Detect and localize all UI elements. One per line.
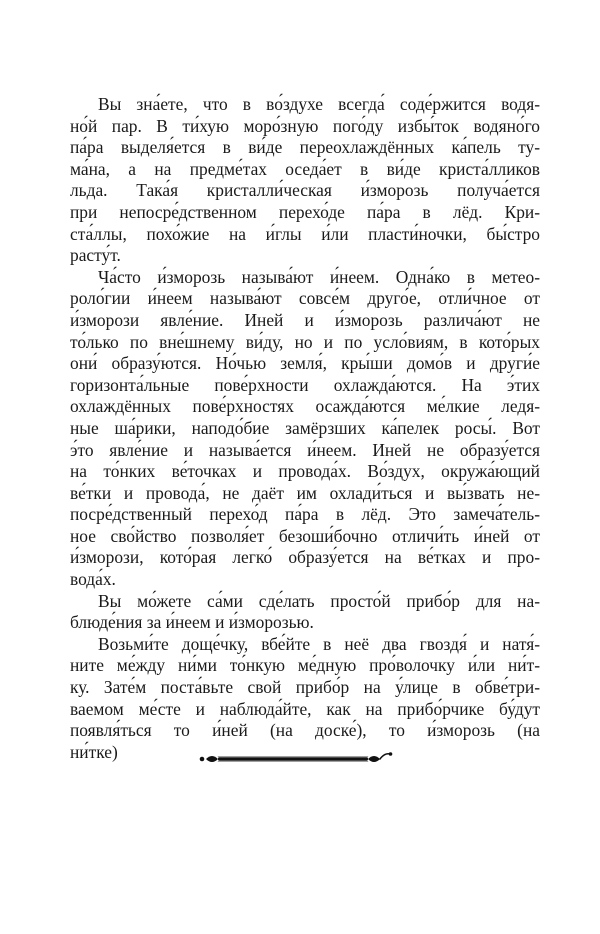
text-line: ма́на, а на предме́тах оседа́ет в ви́де криста́лликов — [70, 158, 540, 179]
text-line: ве́тки и провода́, не даёт им охлади́ться и вы́звать не- — [70, 482, 540, 503]
text-line: э́то явле́ние и называ́ется и́неем. Иней не образу́ется — [70, 439, 540, 460]
text-line: ку. Зате́м поста́вьте свой прибо́р на у́лице в обве́три- — [70, 677, 540, 698]
text-line: вода́х. — [70, 569, 116, 590]
text-line: они́ образу́ются. Но́чью земля́, кры́ши домо́в и други́е — [70, 353, 540, 374]
text-line: и́зморози, кото́рая легко́ образу́ется на ве́тках и про- — [70, 547, 540, 568]
text-line: появля́ться то и́ней (на доске́), то и́зморозь (на — [70, 720, 540, 741]
text-line: ните ме́жду ни́ми то́нкую ме́дную про́волочку и́ли ни́т- — [70, 655, 540, 676]
paragraph-2 — [70, 267, 540, 591]
text-line: ни́тке) — [70, 741, 118, 762]
text-line: горизонта́льные пове́рхности охлажда́ются. На э́тих — [70, 374, 540, 395]
text-line: и́зморози явле́ние. Иней и и́зморозь различа́ют не — [70, 309, 540, 330]
text-line: при непосре́дственном перехо́де па́ра в лёд. Кри- — [70, 201, 540, 222]
text-line: роло́гии и́неем называ́ют совсе́м друго́е, отли́чное от — [70, 288, 540, 309]
text-line: то́лько по вне́шнему ви́ду, но и по усло́виям, в кото́рых — [70, 331, 540, 352]
paragraph-4 — [70, 634, 540, 764]
text-line: но́й пар. В ти́хую моро́зную пого́ду избы́ток водяно́го — [70, 115, 540, 136]
text-line: ста́ллы, похо́жие на и́глы и́ли пласти́ночки, бы́стро — [70, 223, 540, 244]
paragraph-1 — [70, 94, 540, 267]
text-line: расту́т. — [70, 245, 121, 266]
text-line: охлаждённых пове́рхностях осажда́ются ме́лкие ледя- — [70, 396, 540, 417]
text-page — [70, 94, 540, 763]
text-line: на то́нких ве́точках и провода́х. Во́здух, окружа́ющий — [70, 461, 540, 482]
text-line: ваемом ме́сте и наблюда́йте, как на прибо́рчике бу́дут — [70, 698, 540, 719]
text-line: Вы мо́жете са́ми сде́лать просто́й прибо́р для на- — [98, 590, 540, 611]
text-line: Ча́сто и́зморозь называ́ют и́неем. Одна́ко в метео- — [98, 266, 540, 287]
text-line: Возьми́те доще́чку, вбе́йте в неё два гвоздя́ и натя́- — [98, 633, 540, 654]
text-line: блюде́ния за и́неем и и́зморозью. — [70, 612, 314, 633]
text-line: льда. Така́я кристалли́ческая и́зморозь получа́ется — [70, 180, 540, 201]
text-line: па́ра выделя́ется в ви́де переохлаждённых ка́пель ту- — [70, 137, 540, 158]
text-line: посре́дственный перехо́д па́ра в лёд. Это замеча́тель- — [70, 504, 540, 525]
text-line: ное сво́йство позволя́ет безоши́бочно отличи́ть и́ней от — [70, 525, 540, 546]
text-line: ные ша́рики, наподо́бие замёрзших ка́пелек росы́. Вот — [70, 417, 540, 438]
decorative-rule-ornament-icon — [196, 748, 396, 770]
text-line: Вы зна́ете, что в во́здухе всегда́ соде́ржится водя- — [98, 94, 540, 114]
paragraph-3 — [70, 591, 540, 634]
